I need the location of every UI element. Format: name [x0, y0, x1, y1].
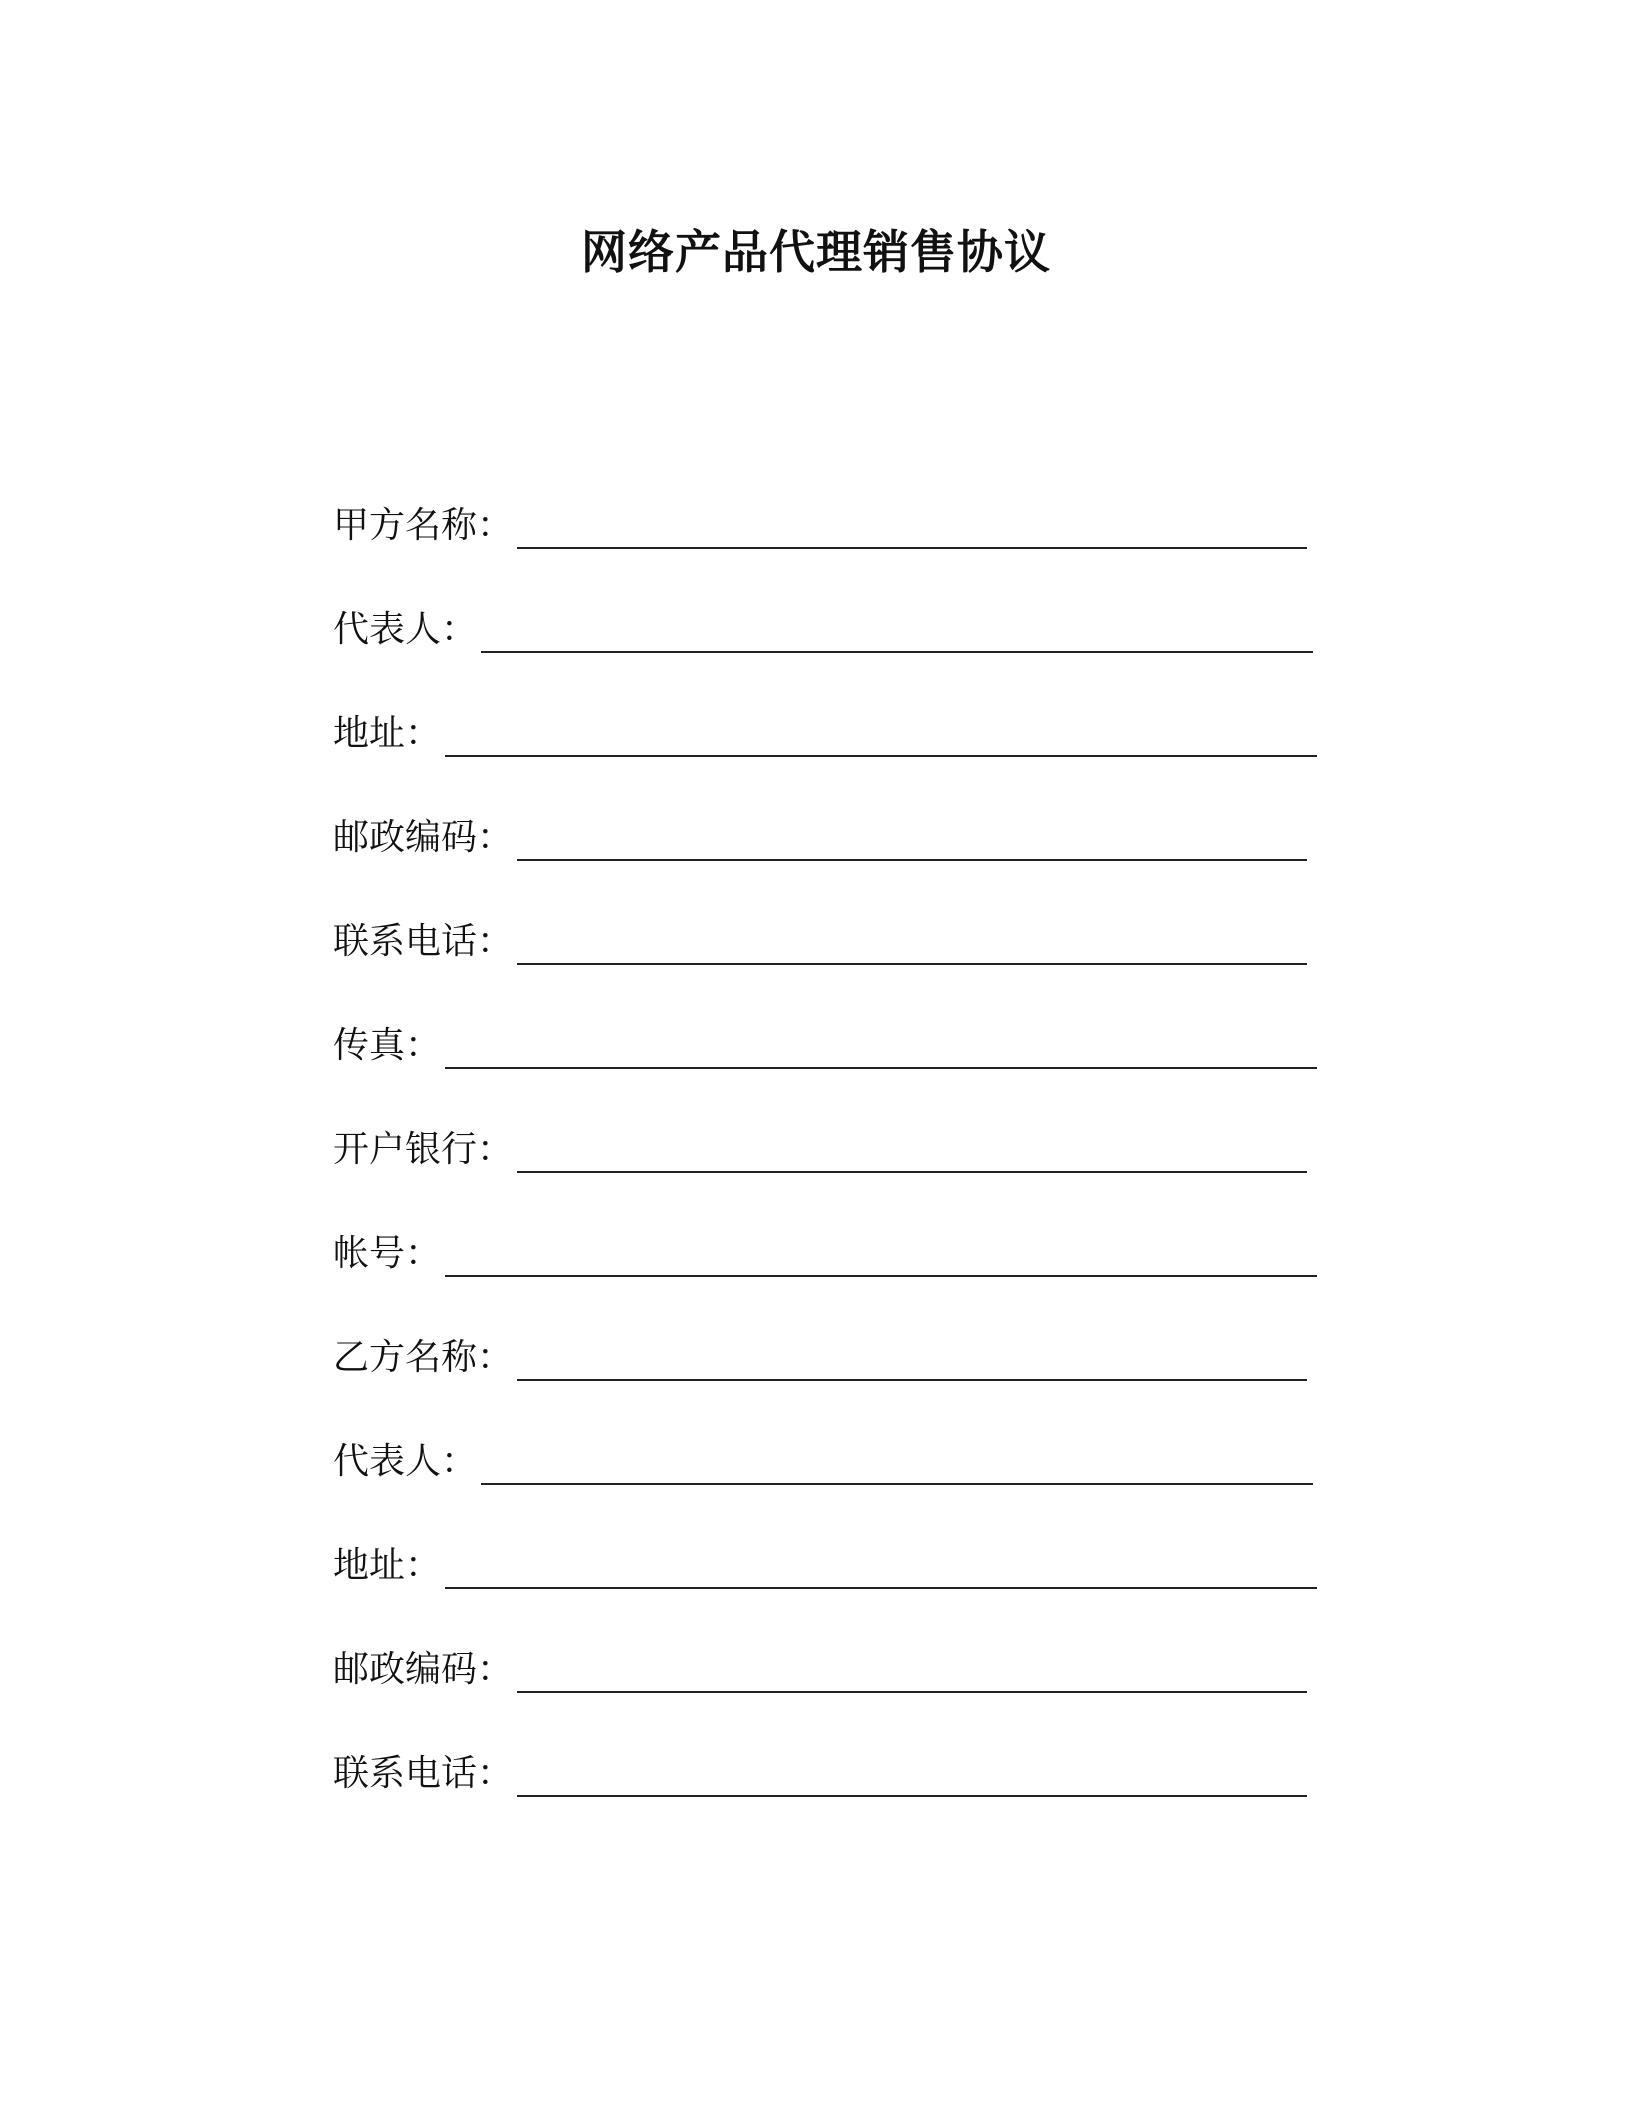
field-label: 联系电话：	[333, 1753, 514, 1794]
field-label: 开户银行：	[333, 1129, 514, 1170]
field-label: 乙方名称：	[333, 1337, 514, 1378]
field-party-a-fax	[333, 1015, 1317, 1075]
blank-line[interactable]	[517, 1795, 1307, 1797]
blank-line[interactable]	[445, 1275, 1317, 1277]
document-title: 网络产品代理销售协议	[581, 225, 1051, 279]
field-label: 帐号：	[333, 1233, 442, 1274]
field-party-a-bank	[333, 1119, 1307, 1179]
blank-line[interactable]	[445, 755, 1317, 757]
field-party-a-postcode	[333, 807, 1307, 867]
field-label: 甲方名称：	[333, 505, 514, 546]
field-label: 地址：	[333, 713, 442, 754]
field-label: 传真：	[333, 1025, 442, 1066]
blank-line[interactable]	[517, 1379, 1307, 1381]
field-party-a-name	[333, 495, 1307, 555]
field-party-a-account	[333, 1223, 1317, 1283]
field-label: 邮政编码：	[333, 1649, 514, 1690]
field-party-a-representative	[333, 599, 1313, 659]
field-party-a-address	[333, 703, 1317, 763]
field-party-b-postcode	[333, 1639, 1307, 1699]
blank-line[interactable]	[445, 1587, 1317, 1589]
field-party-a-phone	[333, 911, 1307, 971]
blank-line[interactable]	[445, 1067, 1317, 1069]
blank-line[interactable]	[517, 963, 1307, 965]
blank-line[interactable]	[517, 859, 1307, 861]
field-label: 联系电话：	[333, 921, 514, 962]
blank-line[interactable]	[517, 547, 1307, 549]
field-party-b-name	[333, 1327, 1307, 1387]
field-label: 代表人：	[333, 609, 478, 650]
field-party-b-representative	[333, 1431, 1313, 1491]
blank-line[interactable]	[517, 1691, 1307, 1693]
field-party-b-phone	[333, 1743, 1307, 1803]
blank-line[interactable]	[481, 651, 1313, 653]
field-label: 邮政编码：	[333, 817, 514, 858]
blank-line[interactable]	[481, 1483, 1313, 1485]
blank-line[interactable]	[517, 1171, 1307, 1173]
field-label: 代表人：	[333, 1441, 478, 1482]
field-party-b-address	[333, 1535, 1317, 1595]
field-label: 地址：	[333, 1545, 442, 1586]
